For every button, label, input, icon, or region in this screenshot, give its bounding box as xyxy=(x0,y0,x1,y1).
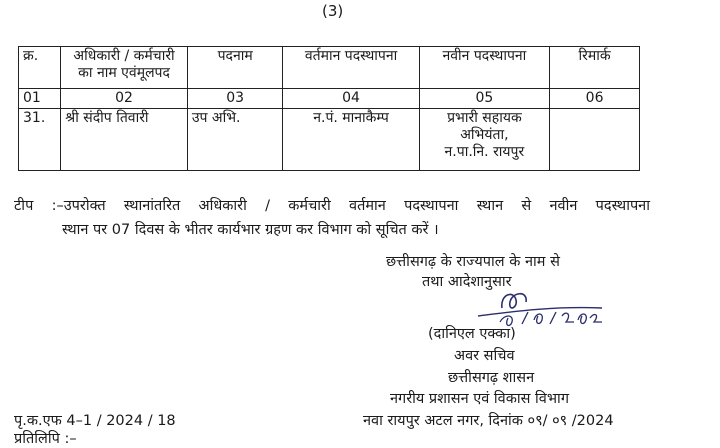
officer-name: (दानिएल एक्का) xyxy=(428,326,516,342)
cell-serial: 31. xyxy=(19,109,61,171)
note-line-2: स्थान पर 07 दिवस के भीतर कार्यभार ग्रहण कर विभाग को सूचित करें । xyxy=(62,222,439,238)
cell-remark xyxy=(550,109,640,171)
note-line-1: टीप :–उपरोक्त स्थानांतरित अधिकारी / कर्मचारी वर्तमान पदस्थापना स्थान से नवीन पदस्थापना xyxy=(14,198,650,214)
header-new-posting: नवीन पदस्थापना xyxy=(419,47,550,89)
header-designation: पदनाम xyxy=(187,47,283,89)
column-number: 06 xyxy=(550,89,640,109)
cell-current-posting: न.पं. मानाकैम्प xyxy=(283,109,419,171)
order-line-1: छत्तीसगढ़ के राज्यपाल के नाम से xyxy=(386,254,560,270)
table-row xyxy=(19,109,640,171)
officer-title: अवर सचिव xyxy=(454,348,515,364)
cell-name: श्री संदीप तिवारी xyxy=(61,109,188,171)
page-number: (3) xyxy=(322,2,344,20)
copy-to-label: प्रतिलिपि :– xyxy=(14,431,77,447)
header-name: अधिकारी / कर्मचारी का नाम एवंमूलपद xyxy=(61,47,188,89)
government-name: छत्तीसगढ़ शासन xyxy=(448,370,535,386)
column-number-row xyxy=(19,89,640,109)
header-serial: क्र. xyxy=(19,47,61,89)
cell-designation: उप अभि. xyxy=(187,109,283,171)
header-remark: रिमार्क xyxy=(550,47,640,89)
table-header-row xyxy=(19,47,640,89)
column-number: 05 xyxy=(419,89,550,109)
cell-new-posting xyxy=(419,109,550,171)
department-name: नगरीय प्रशासन एवं विकास विभाग xyxy=(390,391,569,407)
transfer-table xyxy=(18,46,640,171)
column-number: 04 xyxy=(283,89,419,109)
new-posting-line: अभियंता, xyxy=(460,127,509,143)
column-number: 02 xyxy=(61,89,188,109)
order-line-2: तथा आदेशानुसार xyxy=(422,274,512,290)
signature-mark xyxy=(470,282,610,332)
column-number: 03 xyxy=(187,89,283,109)
new-posting-line: न.पा.नि. रायपुर xyxy=(444,144,525,160)
header-current-posting: वर्तमान पदस्थापना xyxy=(283,47,419,89)
place-date: नवा रायपुर अटल नगर, दिनांक ०९/ ०९ /2024 xyxy=(363,413,614,429)
new-posting-line: प्रभारी सहायक xyxy=(447,110,522,126)
column-number: 01 xyxy=(19,89,61,109)
file-number: पृ.क.एफ 4–1 / 2024 / 18 xyxy=(14,413,176,429)
